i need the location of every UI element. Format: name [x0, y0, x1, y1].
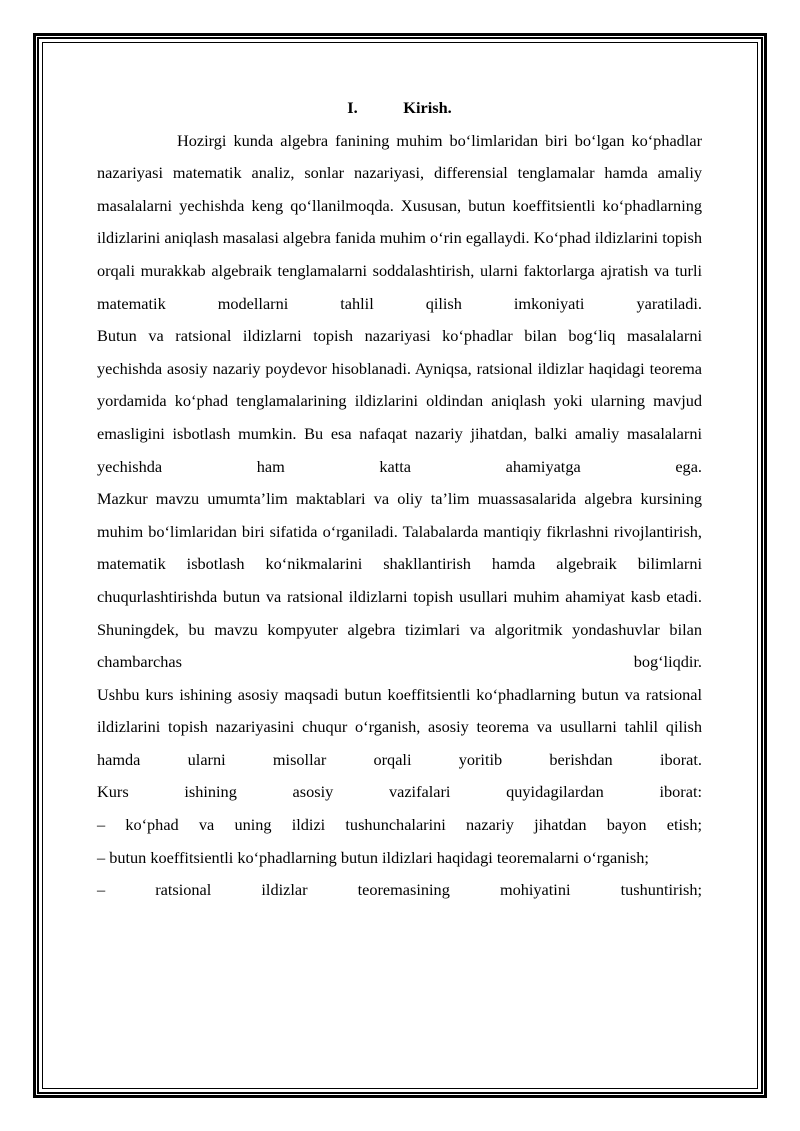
section-title: Kirish. [403, 98, 452, 117]
paragraph-intro: Hozirgi kunda algebra fanining muhim bo‘limlaridan biri bo‘lgan ko‘phadlar nazariyasi matematik analiz, sonlar nazariyasi, differensial tenglamalar hamda amaliy masalalarni yechishda keng qo‘llanilmoqda. Xususan, butun koeffitsientli ko‘phadlarning ildizlarini aniqlash masalasi algebra fanida muhim o‘rin egallaydi. Ko‘phad ildizlarini topish orqali murakkab algebraik tenglamalarni soddalashtirish, ularni faktorlarga ajratish va turli matematik modellarni tahlil qilish imkoniyati yaratiladi. [97, 130, 702, 313]
task-item-1: – ko‘phad va uning ildizi tushunchalarini nazariy jihatdan bayon etish; [97, 815, 702, 835]
paragraph-roots-theory: Butun va ratsional ildizlarni topish nazariyasi ko‘phadlar bilan bog‘liq masalalarni yechishda asosiy nazariy poydevor hisoblanadi. Ayniqsa, ratsional ildizlar haqidagi teorema yordamida ko‘phad tenglamalarining ildizlarini oldindan aniqlash yoki ularning mavjud emasligini isbotlash mumkin. Bu esa nafaqat nazariy jihatdan, balki amaliy masalalarni yechishda ham katta ahamiyatga ega. [97, 326, 702, 476]
paragraph-tasks-intro: Kurs ishining asosiy vazifalari quyidagilardan iborat: [97, 782, 702, 802]
paragraph-topic-relevance: Mazkur mavzu umumta’lim maktablari va oliy ta’lim muassasalarida algebra kursining muhim bo‘limlaridan biri sifatida o‘rganiladi. Talabalarda mantiqiy fikrlashni rivojlantirish, matematik isbotlash ko‘nikmalarini shakllantirish hamda algebraik bilimlarni chuqurlashtirishda butun va ratsional ildizlarni topish usullari muhim ahamiyat kasb etadi. Shuningdek, bu mavzu kompyuter algebra tizimlari va algoritmik yondashuvlar bilan chambarchas bog‘liqdir. [97, 489, 702, 672]
section-heading [97, 92, 702, 125]
task-item-3: – ratsional ildizlar teoremasining mohiyatini tushuntirish; [97, 880, 702, 900]
paragraph-goal: Ushbu kurs ishining asosiy maqsadi butun koeffitsientli ko‘phadlarning butun va ratsional ildizlarini topish nazariyasini chuqur o‘rganish, asosiy teorema va usullarni tahlil qilish hamda ularni misollar orqali yoritib berishdan iborat. [97, 684, 702, 769]
document-body [97, 92, 702, 907]
task-item-2: – butun koeffitsientli ko‘phadlarning butun ildizlari haqidagi teoremalarni o‘rganish; [97, 847, 649, 867]
section-number: I. [347, 98, 358, 117]
